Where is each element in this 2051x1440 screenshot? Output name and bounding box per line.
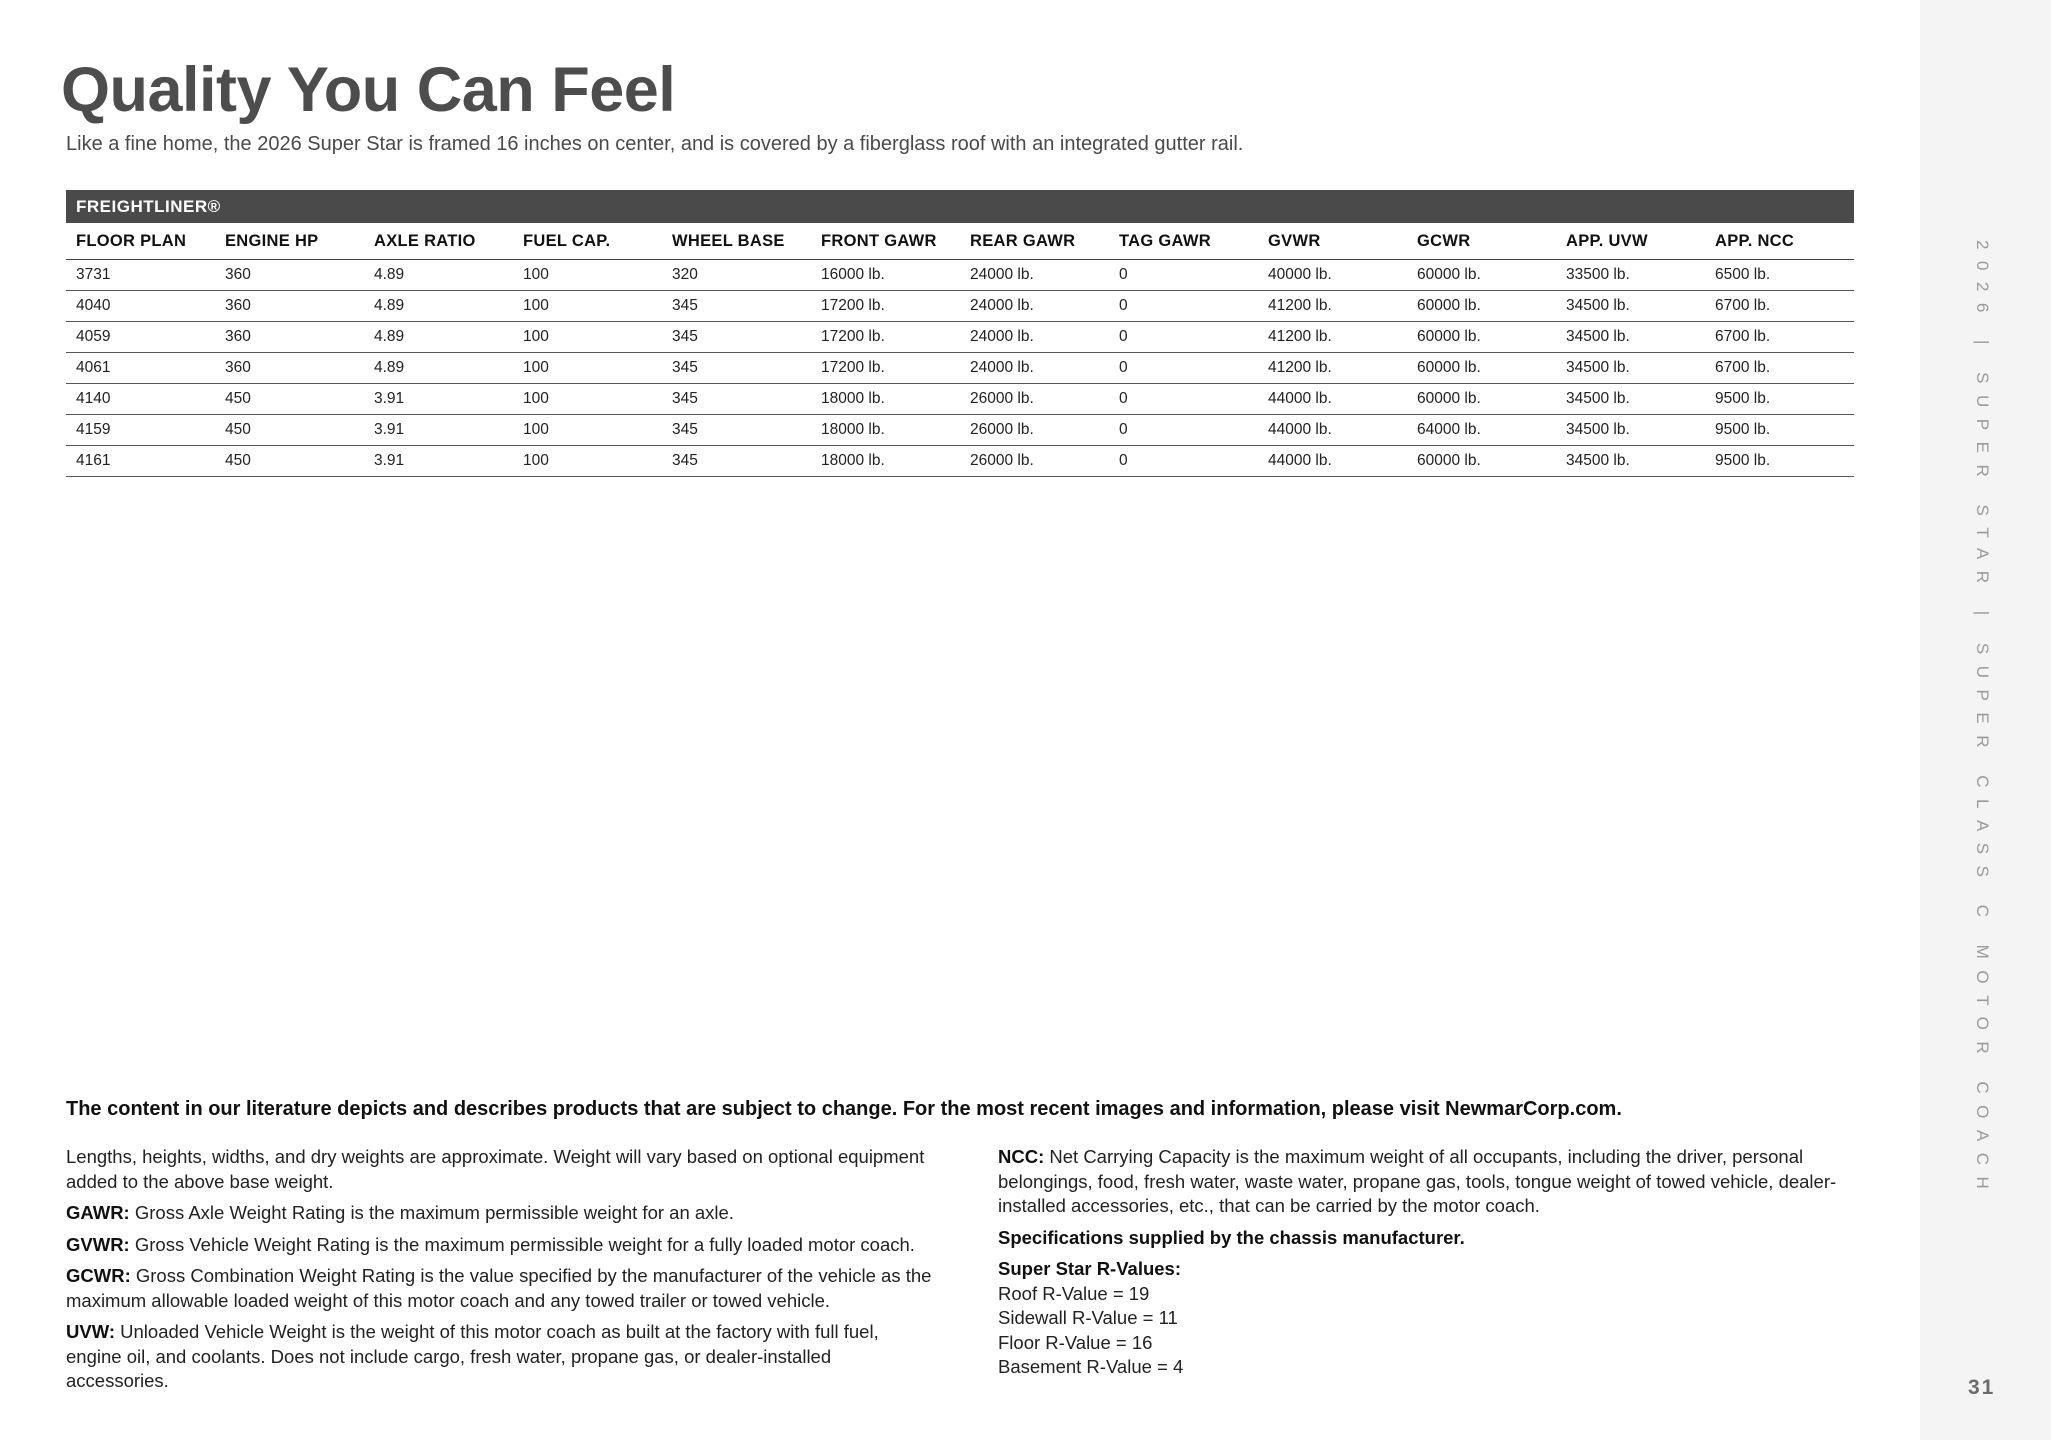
table-cell: 100	[513, 260, 662, 291]
table-cell: 345	[662, 446, 811, 477]
column-header: TAG GAWR	[1109, 223, 1258, 260]
uvw-text: Unloaded Vehicle Weight is the weight of this motor coach as built at the factory with full fuel, engine oil, and coolants. Does not include cargo, fresh water, propane gas, or dealer-installed accessories.	[66, 1321, 879, 1391]
table-cell: 41200 lb.	[1258, 353, 1407, 384]
table-cell: 345	[662, 291, 811, 322]
table-cell: 3.91	[364, 384, 513, 415]
table-cell: 60000 lb.	[1407, 446, 1556, 477]
table-cell: 40000 lb.	[1258, 260, 1407, 291]
table-cell: 0	[1109, 415, 1258, 446]
page-title: Quality You Can Feel	[61, 55, 676, 125]
table-cell: 44000 lb.	[1258, 384, 1407, 415]
table-cell: 9500 lb.	[1705, 446, 1854, 477]
table-cell: 18000 lb.	[811, 384, 960, 415]
table-row	[66, 353, 1854, 384]
table-cell: 3731	[66, 260, 215, 291]
table-cell: 34500 lb.	[1556, 291, 1705, 322]
column-header: APP. NCC	[1705, 223, 1854, 260]
uvw-term: UVW:	[66, 1321, 115, 1342]
specs-note	[998, 1226, 1858, 1251]
table-row	[66, 291, 1854, 322]
table-cell: 60000 lb.	[1407, 384, 1556, 415]
table-cell: 4159	[66, 415, 215, 446]
weight-note: Lengths, heights, widths, and dry weights are approximate. Weight will vary based on optional equipment added to the above base weight.	[66, 1146, 925, 1192]
table-cell: 17200 lb.	[811, 353, 960, 384]
table-cell: 360	[215, 260, 364, 291]
table-cell: 0	[1109, 260, 1258, 291]
gcwr-text: Gross Combination Weight Rating is the value specified by the manufacturer of the vehicle as the maximum allowable loaded weight of this motor coach and any towed trailer or towed vehicle.	[66, 1265, 932, 1311]
table-cell: 18000 lb.	[811, 446, 960, 477]
table-cell: 450	[215, 446, 364, 477]
spec-table	[66, 190, 1854, 477]
table-cell: 34500 lb.	[1556, 353, 1705, 384]
table-cell: 4061	[66, 353, 215, 384]
ncc-term: NCC:	[998, 1146, 1045, 1167]
column-header: GVWR	[1258, 223, 1407, 260]
rvalue-item: Roof R-Value = 19	[998, 1282, 1150, 1304]
table-cell: 6700 lb.	[1705, 291, 1854, 322]
rvalue-item: Basement R-Value = 4	[998, 1356, 1184, 1377]
table-cell: 64000 lb.	[1407, 415, 1556, 446]
table-cell: 44000 lb.	[1258, 415, 1407, 446]
table-cell: 4.89	[364, 260, 513, 291]
table-cell: 0	[1109, 291, 1258, 322]
rvalues-title: Super Star R-Values:	[998, 1258, 1182, 1279]
column-header: APP. UVW	[1556, 223, 1705, 260]
table-cell: 60000 lb.	[1407, 353, 1556, 384]
specs-note-text: Specifications supplied by the chassis manufacturer.	[998, 1226, 1465, 1248]
gawr-term: GAWR:	[66, 1202, 130, 1223]
table-cell: 360	[215, 353, 364, 384]
table-cell: 6700 lb.	[1705, 322, 1854, 353]
table-cell: 26000 lb.	[960, 446, 1109, 477]
table-cell: 60000 lb.	[1407, 322, 1556, 353]
table-cell: 3.91	[364, 446, 513, 477]
column-header: AXLE RATIO	[364, 223, 513, 260]
gvwr-text: Gross Vehicle Weight Rating is the maximum permissible weight for a fully loaded motor coach.	[134, 1233, 915, 1255]
table-cell: 41200 lb.	[1258, 322, 1407, 353]
column-header: FUEL CAP.	[513, 223, 662, 260]
table-cell: 44000 lb.	[1258, 446, 1407, 477]
gawr-note	[66, 1201, 936, 1226]
table-cell: 100	[513, 384, 662, 415]
table-cell: 9500 lb.	[1705, 415, 1854, 446]
table-cell: 24000 lb.	[960, 260, 1109, 291]
table-cell: 26000 lb.	[960, 384, 1109, 415]
table-cell: 34500 lb.	[1556, 415, 1705, 446]
table-cell: 33500 lb.	[1556, 260, 1705, 291]
table-cell: 4040	[66, 291, 215, 322]
table-row	[66, 415, 1854, 446]
rvalue-item: Floor R-Value = 16	[998, 1331, 1153, 1353]
column-header: GCWR	[1407, 223, 1556, 260]
gcwr-note	[66, 1264, 936, 1313]
table-cell: 34500 lb.	[1556, 446, 1705, 477]
table-cell: 60000 lb.	[1407, 291, 1556, 322]
table-cell: 0	[1109, 446, 1258, 477]
table-row	[66, 446, 1854, 477]
table-cell: 17200 lb.	[811, 322, 960, 353]
table-cell: 6700 lb.	[1705, 353, 1854, 384]
gawr-text: Gross Axle Weight Rating is the maximum permissible weight for an axle.	[134, 1202, 734, 1223]
table-cell: 4.89	[364, 291, 513, 322]
table-cell: 345	[662, 322, 811, 353]
table-cell: 450	[215, 384, 364, 415]
notes-left	[66, 1145, 936, 1401]
table-cell: 17200 lb.	[811, 291, 960, 322]
page-subtitle: Like a fine home, the 2026 Super Star is framed 16 inches on center, and is covered by a fiberglass roof with an integrated gutter rail.	[66, 133, 1244, 155]
column-header: FLOOR PLAN	[66, 223, 215, 260]
notes-right	[998, 1145, 1858, 1380]
table-cell: 100	[513, 446, 662, 477]
table-cell: 345	[662, 353, 811, 384]
table-cell: 34500 lb.	[1556, 322, 1705, 353]
table-cell: 4.89	[364, 353, 513, 384]
table-cell: 360	[215, 322, 364, 353]
gcwr-term: GCWR:	[66, 1265, 131, 1286]
gvwr-term: GVWR:	[66, 1233, 130, 1255]
brand-row	[66, 190, 1854, 223]
table-cell: 6500 lb.	[1705, 260, 1854, 291]
table-cell: 0	[1109, 322, 1258, 353]
table-cell: 24000 lb.	[960, 353, 1109, 384]
table-cell: 24000 lb.	[960, 322, 1109, 353]
table-cell: 320	[662, 260, 811, 291]
table-row	[66, 384, 1854, 415]
table-cell: 16000 lb.	[811, 260, 960, 291]
page-number: 31	[1968, 1376, 1996, 1399]
table-cell: 60000 lb.	[1407, 260, 1556, 291]
table-row	[66, 322, 1854, 353]
uvw-note	[66, 1320, 936, 1394]
disclaimer: The content in our literature depicts and describes products that are subject to change. For the most recent images and information, please visit NewmarCorp.com.	[66, 1098, 1622, 1120]
column-header-row	[66, 223, 1854, 260]
table-body	[66, 260, 1854, 477]
ncc-text: Net Carrying Capacity is the maximum weight of all occupants, including the driver, personal belongings, food, fresh water, waste water, propane gas, tools, tongue weight of towed vehicle, dealer-installed accessories, etc., that can be carried by the motor coach.	[998, 1146, 1837, 1216]
side-label: 2026 | SUPER STAR | SUPER CLASS C MOTOR COACH	[1973, 240, 1992, 1201]
rvalues-block	[998, 1257, 1858, 1380]
table-cell: 4.89	[364, 322, 513, 353]
table-cell: 360	[215, 291, 364, 322]
table-cell: 345	[662, 384, 811, 415]
table-cell: 4140	[66, 384, 215, 415]
table-cell: 9500 lb.	[1705, 384, 1854, 415]
table-cell: 3.91	[364, 415, 513, 446]
column-header: REAR GAWR	[960, 223, 1109, 260]
table-cell: 0	[1109, 353, 1258, 384]
rvalues-list	[998, 1282, 1858, 1380]
table-cell: 0	[1109, 384, 1258, 415]
table-row	[66, 260, 1854, 291]
gvwr-note	[66, 1233, 936, 1258]
table-cell: 18000 lb.	[811, 415, 960, 446]
table-cell: 24000 lb.	[960, 291, 1109, 322]
table-cell: 41200 lb.	[1258, 291, 1407, 322]
column-header: FRONT GAWR	[811, 223, 960, 260]
table-cell: 4059	[66, 322, 215, 353]
ncc-note	[998, 1145, 1858, 1219]
table-cell: 100	[513, 415, 662, 446]
column-header: ENGINE HP	[215, 223, 364, 260]
table-cell: 100	[513, 322, 662, 353]
rvalue-item: Sidewall R-Value = 11	[998, 1307, 1178, 1328]
table-cell: 345	[662, 415, 811, 446]
table-cell: 4161	[66, 446, 215, 477]
column-header: WHEEL BASE	[662, 223, 811, 260]
table-cell: 26000 lb.	[960, 415, 1109, 446]
table-cell: 100	[513, 353, 662, 384]
table-cell: 100	[513, 291, 662, 322]
table-cell: 450	[215, 415, 364, 446]
table-cell: 34500 lb.	[1556, 384, 1705, 415]
brand-header: FREIGHTLINER®	[66, 190, 1854, 223]
